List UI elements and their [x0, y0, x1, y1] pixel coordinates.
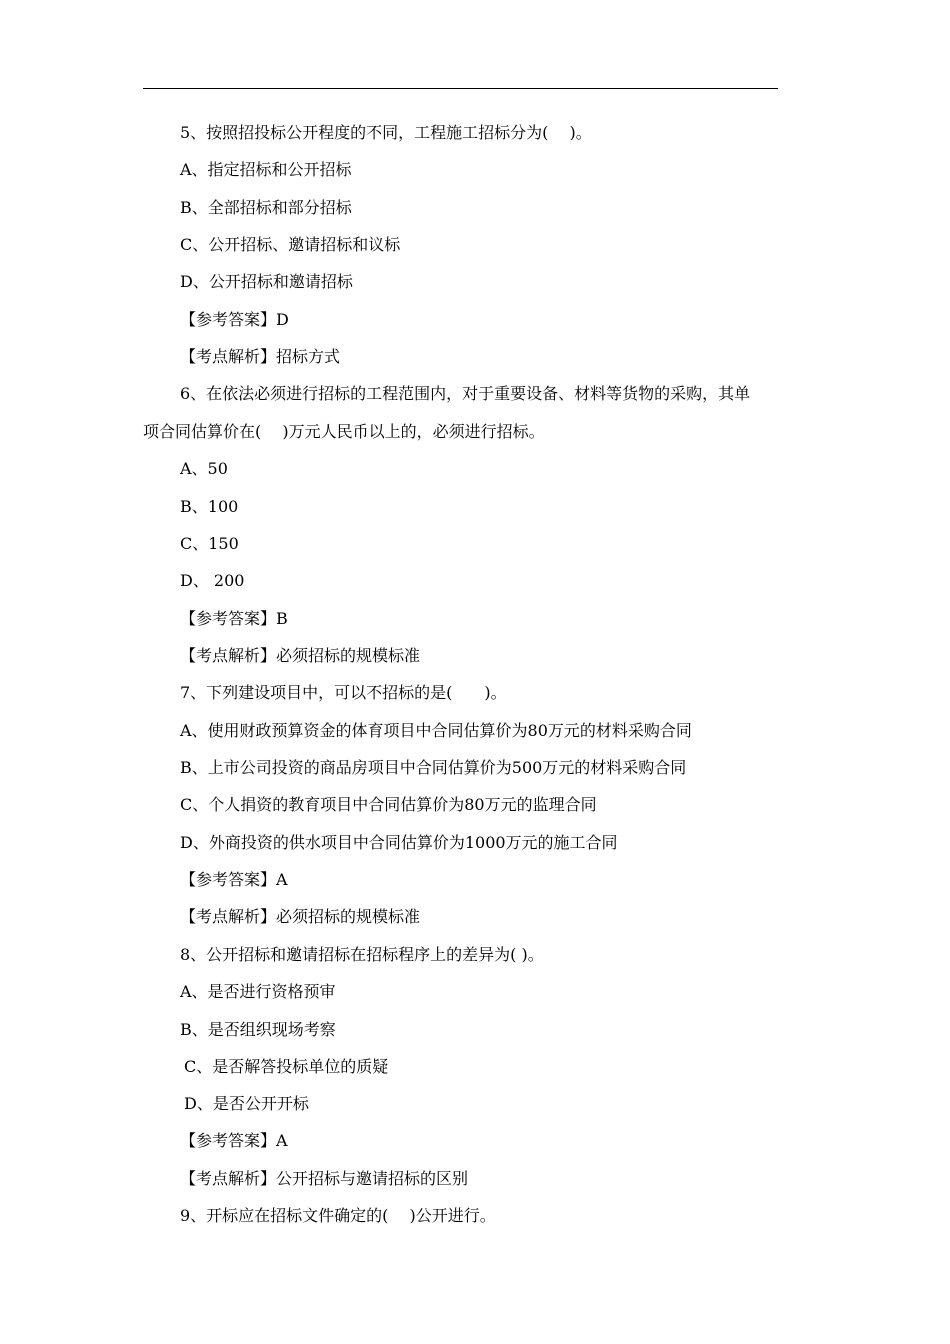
analysis-7: 【考点解析】必须招标的规模标准: [180, 907, 421, 926]
question-8: 8、公开招标和邀请招标在招标程序上的差异为( )。: [180, 945, 544, 964]
option-6d: D、 200: [180, 571, 245, 590]
option-6a: A、50: [180, 459, 228, 478]
answer-8: 【参考答案】A: [180, 1131, 288, 1150]
question-6-line2: 项合同估算价在( )万元人民币以上的，必须进行招标。: [143, 422, 545, 441]
option-6c: C、150: [180, 534, 239, 553]
analysis-6: 【考点解析】必须招标的规模标准: [180, 646, 421, 665]
option-8b: B、是否组织现场考察: [180, 1020, 336, 1039]
option-8d: D、是否公开开标: [184, 1094, 309, 1113]
option-7b: B、上市公司投资的商品房项目中合同估算价为500万元的材料采购合同: [180, 758, 687, 777]
option-5b: B、全部招标和部分招标: [180, 198, 352, 217]
question-6-line1: 6、在依法必须进行招标的工程范围内，对于重要设备、材料等货物的采购，其单: [180, 384, 751, 403]
question-9: 9、开标应在招标文件确定的( )公开进行。: [180, 1206, 496, 1225]
question-7: 7、下列建设项目中，可以不招标的是( )。: [180, 683, 507, 702]
option-8c: C、是否解答投标单位的质疑: [184, 1057, 389, 1076]
option-7a: A、使用财政预算资金的体育项目中合同估算价为80万元的材料采购合同: [180, 721, 692, 740]
analysis-8: 【考点解析】公开招标与邀请招标的区别: [180, 1169, 469, 1188]
header-rule: [143, 88, 778, 89]
option-7c: C、个人捐资的教育项目中合同估算价为80万元的监理合同: [180, 795, 597, 814]
option-8a: A、是否进行资格预审: [180, 982, 336, 1001]
analysis-5: 【考点解析】招标方式: [180, 347, 341, 366]
answer-6: 【参考答案】B: [180, 609, 288, 628]
option-5a: A、指定招标和公开招标: [180, 160, 352, 179]
answer-7: 【参考答案】A: [180, 870, 288, 889]
question-5: 5、按照招投标公开程度的不同，工程施工招标分为( )。: [180, 123, 592, 142]
option-6b: B、100: [180, 497, 239, 516]
option-5d: D、公开招标和邀请招标: [180, 272, 353, 291]
option-5c: C、公开招标、邀请招标和议标: [180, 235, 401, 254]
answer-5: 【参考答案】D: [180, 310, 289, 329]
option-7d: D、外商投资的供水项目中合同估算价为1000万元的施工合同: [180, 833, 618, 852]
